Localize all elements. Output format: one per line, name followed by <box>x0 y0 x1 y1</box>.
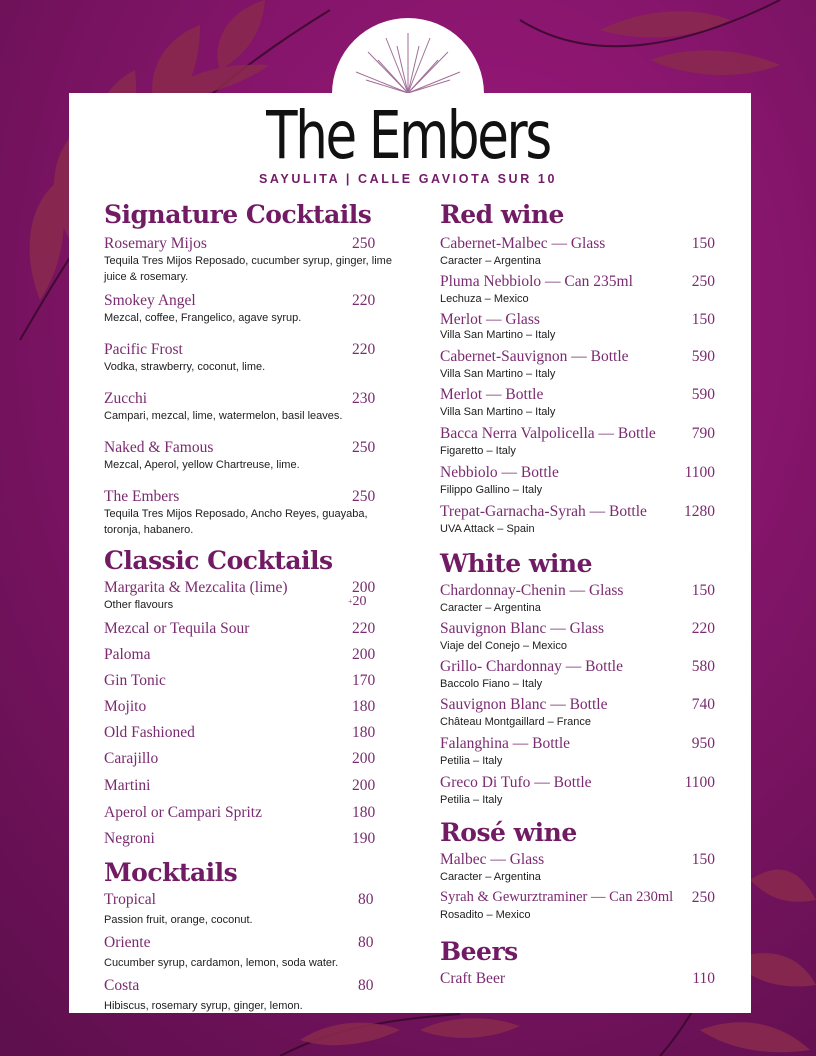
item-price: 190 <box>352 830 376 847</box>
menu-item <box>104 234 394 285</box>
item-name: The Embers <box>104 488 180 505</box>
section-title-beers: Beers <box>440 937 518 966</box>
item-name: Syrah & Gewurztraminer — Can 230ml <box>440 889 674 905</box>
menu-item <box>104 803 394 822</box>
item-description: Rosadito – Mexico <box>440 909 531 921</box>
menu-item <box>440 463 715 498</box>
item-name: Nebbiolo — Bottle <box>440 464 559 481</box>
item-price: 580 <box>691 658 715 675</box>
menu-item <box>104 487 394 538</box>
item-description: Cucumber syrup, cardamon, lemon, soda water. <box>104 957 339 969</box>
menu-item <box>104 578 394 613</box>
item-description: Tequila Tres Mijos Reposado, cucumber syrup, ginger, lime juice & rosemary. <box>104 255 392 283</box>
section-title-signature: Signature Cocktails <box>104 200 372 229</box>
item-name: Martini <box>104 777 151 794</box>
menu-item <box>440 502 715 537</box>
restaurant-name: The Embers <box>266 97 550 174</box>
menu-item <box>440 850 715 885</box>
menu-item <box>440 619 715 654</box>
item-price: 80 <box>358 934 374 951</box>
item-price: 250 <box>352 439 376 456</box>
menu-item <box>440 310 715 341</box>
item-name: Pacific Frost <box>104 341 183 358</box>
item-description: Villa San Martino – Italy <box>440 406 556 418</box>
menu-item <box>440 657 715 692</box>
item-name: Margarita & Mezcalita (lime) <box>104 579 288 596</box>
item-description: Mezcal, coffee, Frangelico, agave syrup. <box>104 312 302 324</box>
item-name: Zucchi <box>104 390 148 407</box>
menu-item <box>440 581 715 616</box>
section-title-red-wine: Red wine <box>440 200 564 229</box>
item-description: Campari, mezcal, lime, watermelon, basil leaves. <box>104 410 343 422</box>
item-name: Carajillo <box>104 750 159 767</box>
item-description: Baccolo Fiano – Italy <box>440 678 543 690</box>
item-price: 150 <box>691 851 715 868</box>
item-description: Filippo Gallino – Italy <box>440 484 543 496</box>
item-name: Merlot — Bottle <box>440 386 544 403</box>
menu-item <box>104 723 394 742</box>
item-price: 590 <box>691 386 715 403</box>
item-price: 740 <box>691 696 715 713</box>
menu-item <box>104 890 394 928</box>
left-column <box>104 198 394 1014</box>
menu-item <box>440 347 715 382</box>
item-name: Oriente <box>104 934 151 951</box>
item-name: Mojito <box>104 698 147 715</box>
item-name: Cabernet-Sauvignon — Bottle <box>440 348 629 365</box>
item-extra-price <box>348 595 367 609</box>
menu-item <box>104 976 394 1014</box>
item-name: Paloma <box>104 646 151 663</box>
item-description: Caracter – Argentina <box>440 255 541 267</box>
item-description: Mezcal, Aperol, yellow Chartreuse, lime. <box>104 459 300 471</box>
item-extra-value: 20 <box>352 594 367 609</box>
item-description: Other flavours <box>104 599 174 611</box>
item-name: Merlot — Glass <box>440 311 540 328</box>
item-price: 200 <box>352 777 376 794</box>
restaurant-location: SAYULITA | CALLE GAVIOTA SUR 10 <box>258 172 557 186</box>
menu-item <box>440 695 715 730</box>
item-price: 250 <box>352 235 376 252</box>
item-price: 250 <box>691 273 715 290</box>
item-name: Old Fashioned <box>104 724 195 741</box>
item-name: Aperol or Campari Spritz <box>104 804 262 821</box>
item-price: 1100 <box>684 464 715 481</box>
item-name: Grillo- Chardonnay — Bottle <box>440 658 623 675</box>
menu-item <box>104 389 394 424</box>
item-description: Caracter – Argentina <box>440 602 541 614</box>
item-price: 950 <box>691 735 715 752</box>
right-column <box>440 198 715 988</box>
item-price: 220 <box>691 620 715 637</box>
item-price: 180 <box>352 698 376 715</box>
item-name: Sauvignon Blanc — Glass <box>440 620 605 637</box>
item-description: Lechuza – Mexico <box>440 293 529 305</box>
item-description: Viaje del Conejo – Mexico <box>440 640 567 652</box>
item-description: Caracter – Argentina <box>440 871 541 883</box>
menu-item <box>104 645 394 664</box>
item-name: Falanghina — Bottle <box>440 735 571 752</box>
item-price: 180 <box>352 724 376 741</box>
item-name: Craft Beer <box>440 970 505 987</box>
item-name: Negroni <box>104 830 155 847</box>
item-price: 590 <box>691 348 715 365</box>
item-name: Cabernet-Malbec — Glass <box>440 235 606 252</box>
item-description: Vodka, strawberry, coconut, lime. <box>104 361 266 373</box>
item-description: Figaretto – Italy <box>440 445 516 457</box>
item-price: 220 <box>352 292 376 309</box>
menu-item <box>104 749 394 768</box>
menu-item <box>440 272 715 307</box>
section-title-white-wine: White wine <box>440 549 593 578</box>
item-price: 230 <box>352 390 376 407</box>
menu-item <box>104 291 394 326</box>
item-price: 200 <box>352 646 376 663</box>
menu-item <box>440 773 715 808</box>
item-name: Sauvignon Blanc — Bottle <box>440 696 608 713</box>
item-price: 250 <box>691 889 715 906</box>
item-name: Bacca Nerra Valpolicella — Bottle <box>440 425 656 442</box>
item-price: 180 <box>352 804 376 821</box>
item-description: Hibiscus, rosemary syrup, ginger, lemon. <box>104 1000 303 1012</box>
item-price: 790 <box>691 425 715 442</box>
item-name: Costa <box>104 977 140 994</box>
menu-item <box>440 424 715 459</box>
item-price: 170 <box>352 672 376 689</box>
menu-item <box>440 385 715 420</box>
menu-item <box>104 776 394 795</box>
item-name: Mezcal or Tequila Sour <box>104 620 250 637</box>
item-price: 250 <box>352 488 376 505</box>
item-price: 80 <box>358 891 374 908</box>
section-title-mocktails: Mocktails <box>104 858 238 887</box>
item-name: Pluma Nebbiolo — Can 235ml <box>440 273 633 290</box>
section-title-classic: Classic Cocktails <box>104 546 333 575</box>
menu-item <box>104 340 394 375</box>
menu-item <box>440 888 715 923</box>
menu-item <box>440 234 715 269</box>
item-extra-plus: + <box>348 597 353 606</box>
item-name: Gin Tonic <box>104 672 166 689</box>
menu-item <box>104 933 394 971</box>
item-price: 200 <box>352 750 376 767</box>
menu-item <box>104 671 394 690</box>
item-price: 220 <box>352 341 376 358</box>
item-price: 1280 <box>684 503 715 520</box>
item-price: 1100 <box>684 774 715 791</box>
item-description: Petilia – Italy <box>440 755 503 767</box>
item-name: Tropical <box>104 891 156 908</box>
section-title-rose-wine: Rosé wine <box>440 818 577 847</box>
item-name: Trepat-Garnacha-Syrah — Bottle <box>440 503 647 520</box>
item-name: Smokey Angel <box>104 292 196 309</box>
item-description: Château Montgaillard – France <box>440 716 592 728</box>
item-price: 150 <box>691 582 715 599</box>
item-price: 80 <box>358 977 374 994</box>
item-description: Passion fruit, orange, coconut. <box>104 914 253 926</box>
menu-item <box>440 734 715 769</box>
item-price: 200 <box>352 579 376 596</box>
item-name: Greco Di Tufo — Bottle <box>440 774 592 791</box>
item-price: 150 <box>691 235 715 252</box>
item-price: 110 <box>692 970 715 987</box>
item-name: Malbec — Glass <box>440 851 545 868</box>
item-price: 150 <box>691 311 715 328</box>
item-description: UVA Attack – Spain <box>440 523 535 535</box>
item-description: Tequila Tres Mijos Reposado, Ancho Reyes, guayaba, toronja, habanero. <box>104 508 368 536</box>
menu-item <box>104 829 394 848</box>
item-description: Villa San Martino – Italy <box>440 368 556 380</box>
menu-item <box>104 619 394 638</box>
item-name: Naked & Famous <box>104 439 214 456</box>
menu-item <box>104 697 394 716</box>
menu-item <box>104 438 394 473</box>
menu-item <box>440 969 715 988</box>
item-name: Rosemary Mijos <box>104 235 207 252</box>
item-description: Petilia – Italy <box>440 794 503 806</box>
item-description: Villa San Martino – Italy <box>440 329 556 341</box>
item-price: 220 <box>352 620 376 637</box>
item-name: Chardonnay-Chenin — Glass <box>440 582 624 599</box>
